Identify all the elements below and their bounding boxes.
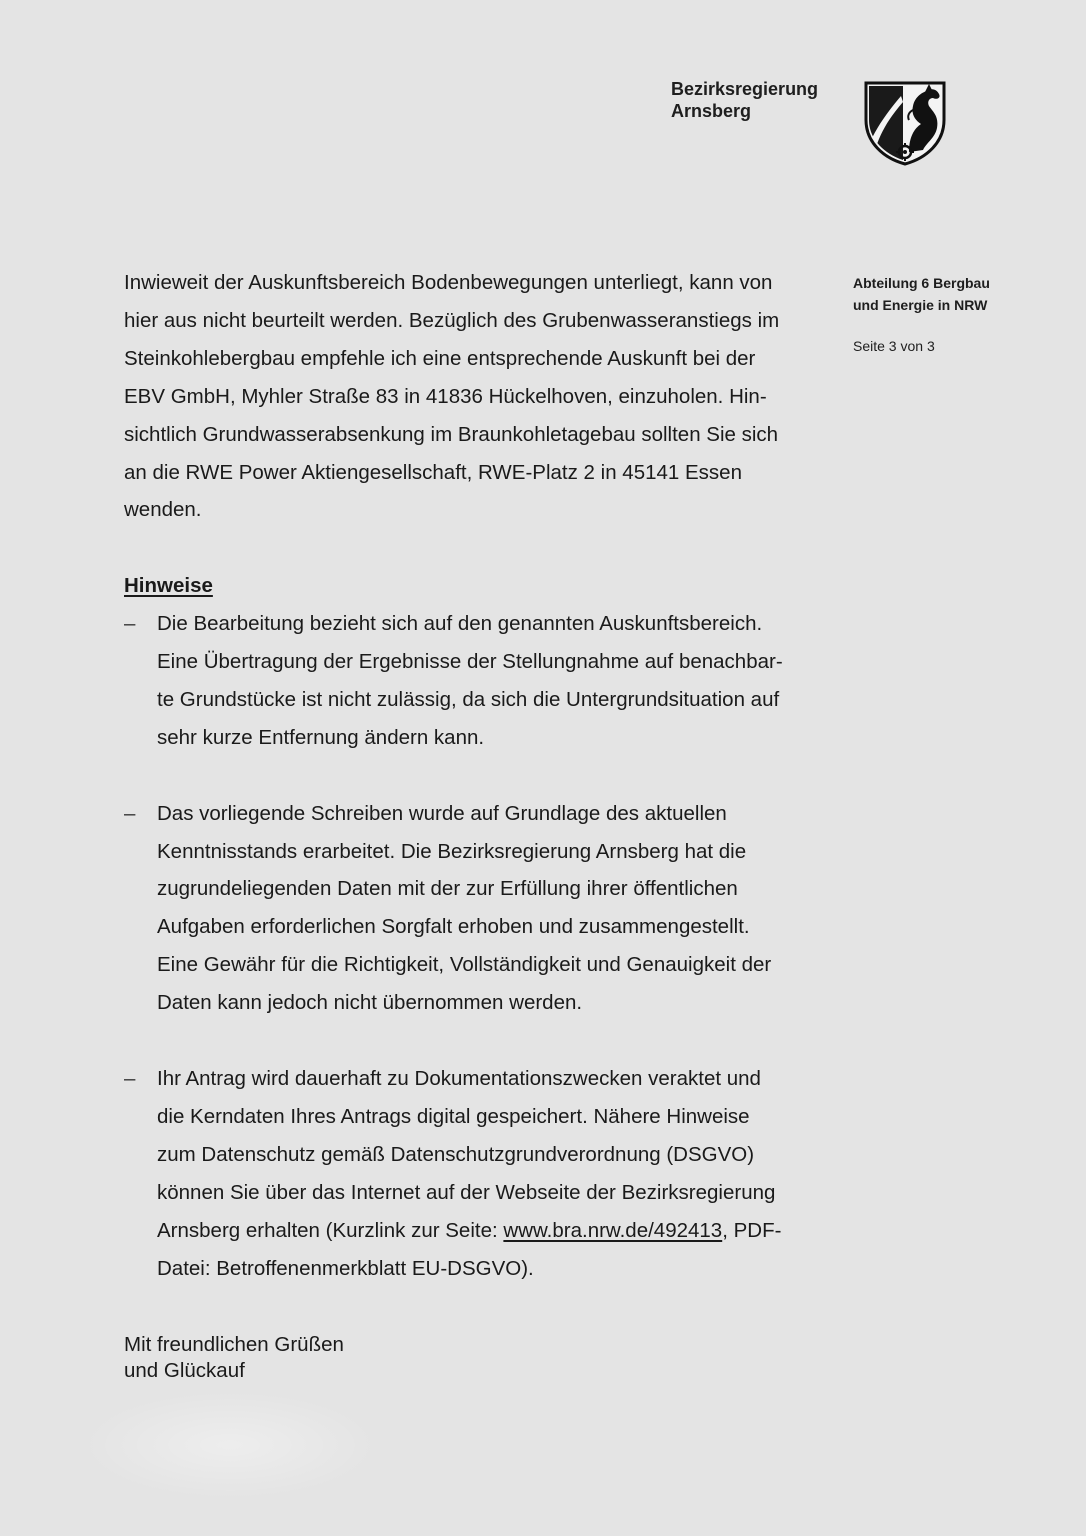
note-line bbox=[157, 1212, 834, 1250]
department-line1: Abteilung 6 Bergbau bbox=[853, 275, 990, 291]
redacted-signature-area bbox=[80, 1390, 380, 1500]
note-line: Kenntnisstands erarbeitet. Die Bezirksregierung Arnsberg hat die bbox=[157, 839, 747, 863]
note-text: Arnsberg erhalten (Kurzlink zur Seite: bbox=[157, 1218, 504, 1242]
note-line: die Kerndaten Ihres Antrags digital gespeichert. Nähere Hinweise bbox=[157, 1104, 750, 1128]
bullet-dash: – bbox=[124, 612, 136, 636]
notes-heading: Hinweise bbox=[124, 574, 213, 598]
sidebar-info bbox=[853, 272, 1033, 355]
note-line: Datei: Betroffenenmerkblatt EU-DSGVO). bbox=[157, 1256, 534, 1280]
intro-line: wenden. bbox=[124, 498, 202, 522]
note-text: , PDF- bbox=[722, 1218, 782, 1242]
note-line: zugrundeliegenden Daten mit der zur Erfüllung ihrer öffentlichen bbox=[157, 877, 738, 901]
intro-paragraph bbox=[124, 264, 834, 529]
note-line: Eine Übertragung der Ergebnisse der Stellungnahme auf benachbar- bbox=[157, 650, 783, 674]
note-line: sehr kurze Entfernung ändern kann. bbox=[157, 725, 485, 749]
note-line: Eine Gewähr für die Richtigkeit, Vollständigkeit und Genauigkeit der bbox=[157, 953, 772, 977]
note-item bbox=[124, 1060, 834, 1287]
letter-body bbox=[124, 264, 834, 1287]
note-line: Daten kann jedoch nicht übernommen werden. bbox=[157, 991, 583, 1015]
sender-organization bbox=[671, 78, 818, 122]
note-item bbox=[124, 795, 834, 1022]
closing-line1: Mit freundlichen Grüßen bbox=[124, 1333, 344, 1356]
intro-line: hier aus nicht beurteilt werden. Bezüglich des Grubenwasseranstiegs im bbox=[124, 308, 780, 332]
intro-line: sichtlich Grundwasserabsenkung im Braunkohletagebau sollten Sie sich bbox=[124, 422, 779, 446]
note-line: Die Bearbeitung bezieht sich auf den genannten Auskunftsbereich. bbox=[157, 612, 763, 636]
bullet-dash: – bbox=[124, 801, 136, 825]
note-line: können Sie über das Internet auf der Webseite der Bezirksregierung bbox=[157, 1180, 776, 1204]
note-line: Ihr Antrag wird dauerhaft zu Dokumentationszwecken veraktet und bbox=[157, 1066, 761, 1090]
department-name bbox=[853, 272, 1033, 316]
intro-line: an die RWE Power Aktiengesellschaft, RWE-Platz 2 in 45141 Essen bbox=[124, 460, 742, 484]
org-name-line2: Arnsberg bbox=[671, 101, 752, 121]
intro-line: EBV GmbH, Myhler Straße 83 in 41836 Hückelhoven, einzuholen. Hin- bbox=[124, 384, 767, 408]
note-line: zum Datenschutz gemäß Datenschutzgrundverordnung (DSGVO) bbox=[157, 1142, 755, 1166]
nrw-coat-of-arms-icon bbox=[863, 80, 947, 166]
note-line: Aufgaben erforderlichen Sorgfalt erhoben und zusammengestellt. bbox=[157, 915, 750, 939]
intro-line: Inwieweit der Auskunftsbereich Bodenbewegungen unterliegt, kann von bbox=[124, 271, 773, 294]
closing-line2: und Glückauf bbox=[124, 1359, 245, 1382]
note-item bbox=[124, 605, 834, 757]
closing-salutation bbox=[124, 1332, 344, 1384]
intro-line: Steinkohlebergbau empfehle ich eine entsprechende Auskunft bei der bbox=[124, 346, 756, 370]
page-indicator: Seite 3 von 3 bbox=[853, 338, 935, 354]
department-line2: und Energie in NRW bbox=[853, 297, 988, 313]
note-line: te Grundstücke ist nicht zulässig, da sich die Untergrundsituation auf bbox=[157, 687, 780, 711]
org-name-line1: Bezirksregierung bbox=[671, 79, 819, 99]
note-line: Das vorliegende Schreiben wurde auf Grundlage des aktuellen bbox=[157, 801, 727, 825]
privacy-shortlink[interactable]: www.bra.nrw.de/492413 bbox=[503, 1218, 723, 1242]
bullet-dash: – bbox=[124, 1066, 136, 1090]
